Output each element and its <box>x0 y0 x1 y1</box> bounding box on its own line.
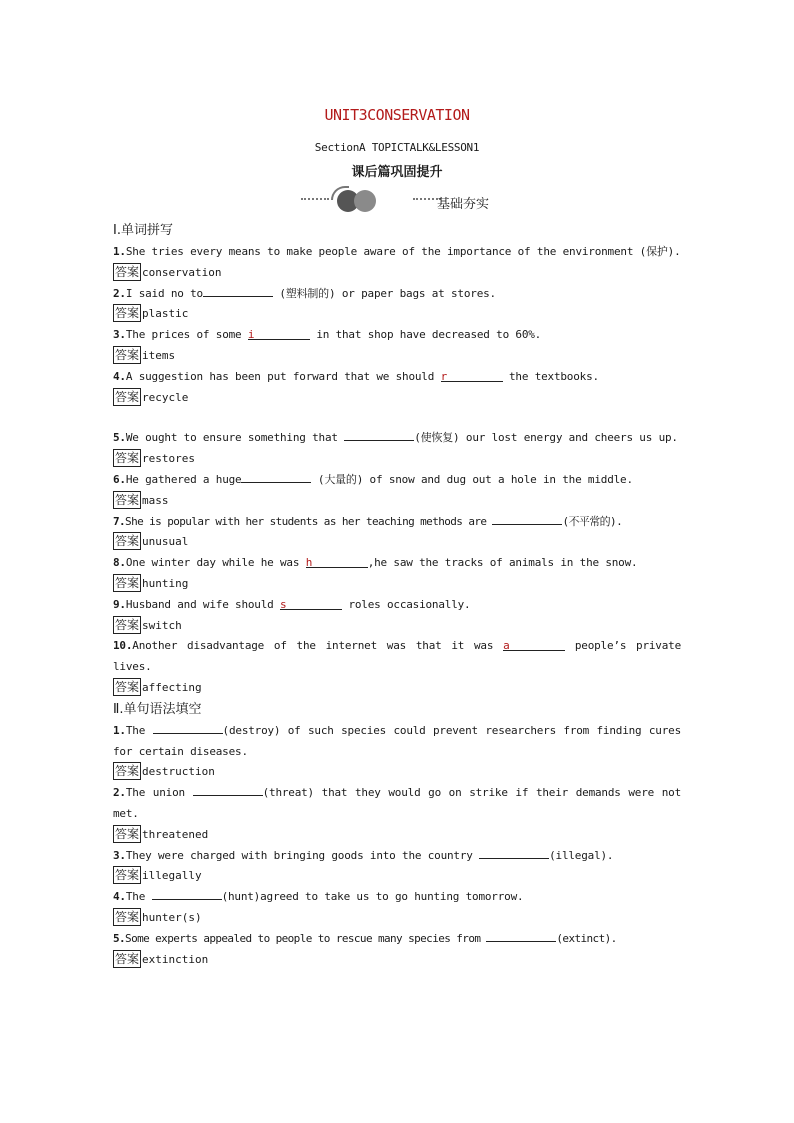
answer-row <box>113 449 681 470</box>
section-subtitle: SectionA TOPICTALK&LESSON1 <box>314 141 480 154</box>
question-item: 6.He gathered a huge (大量的) of snow and dug out a hole in the middle. <box>113 470 681 491</box>
question-item: 10.Another disadvantage of the internet was that it was a people’s private lives. <box>113 636 681 678</box>
answer-blank[interactable] <box>153 721 223 734</box>
answer-row <box>113 616 681 637</box>
question-item: 8.One winter day while he was h ,he saw the tracks of animals in the snow. <box>113 553 681 574</box>
answer-blank[interactable] <box>152 887 222 900</box>
section2-heading: Ⅱ.单句语法填空 <box>113 701 202 717</box>
answer-label: 答案 <box>115 909 140 924</box>
answer-row <box>113 908 681 929</box>
question-item: 3.The prices of some i in that shop have decreased to 60%. <box>113 325 681 346</box>
answer-text: destruction <box>142 765 215 779</box>
answer-label: 答案 <box>115 868 140 883</box>
answer-blank[interactable] <box>486 929 556 942</box>
answer-label: 答案 <box>115 389 140 404</box>
answer-blank[interactable]: h <box>306 553 368 568</box>
answer-row <box>113 304 681 325</box>
answer-text: recycle <box>142 390 189 404</box>
answer-row <box>113 491 681 512</box>
answer-label: 答案 <box>115 679 140 694</box>
answer-label: 答案 <box>115 575 140 590</box>
answer-label: 答案 <box>115 826 140 841</box>
answer-blank[interactable]: r <box>441 367 503 382</box>
answer-text: conservation <box>142 265 222 279</box>
answer-text: hunting <box>142 576 189 590</box>
question-item: 2.I said no to (塑料制的) or paper bags at stores. <box>113 284 681 305</box>
answer-blank[interactable]: s <box>280 595 342 610</box>
answer-text: illegally <box>142 869 202 883</box>
answer-label: 答案 <box>115 451 140 466</box>
answer-text: restores <box>142 452 195 466</box>
answer-label: 答案 <box>115 492 140 507</box>
answer-text: switch <box>142 618 182 632</box>
section1-heading: Ⅰ.单词拼写 <box>113 223 173 238</box>
unit-title: UNIT3CONSERVATION <box>324 106 470 124</box>
answer-row <box>113 762 681 783</box>
question-item: 5.We ought to ensure something that (使恢复) our lost energy and cheers us up. <box>113 428 681 449</box>
answer-label: 答案 <box>115 951 140 966</box>
answer-label: 答案 <box>115 764 140 779</box>
answer-blank[interactable] <box>241 470 311 483</box>
basic-banner <box>113 186 681 212</box>
answer-row <box>113 866 681 887</box>
question-item: 4.The (hunt)agreed to take us to go hunting tomorrow. <box>113 887 681 908</box>
answer-text: affecting <box>142 680 202 694</box>
practice-subtitle: 课后篇巩固提升 <box>351 165 443 180</box>
answer-text: hunter(s) <box>142 910 202 924</box>
dotted-line-icon <box>301 198 329 200</box>
question-item: 5.Some experts appealed to people to rescue many species from (extinct). <box>113 929 681 950</box>
answer-label: 答案 <box>115 306 140 321</box>
answer-row <box>113 678 681 699</box>
answer-label: 答案 <box>115 534 140 549</box>
answer-label: 答案 <box>115 617 140 632</box>
circle-icon <box>354 190 376 212</box>
answer-row <box>113 825 681 846</box>
question-item: 9.Husband and wife should s roles occasionally. <box>113 595 681 616</box>
answer-blank[interactable]: a <box>503 636 565 651</box>
answer-blank[interactable] <box>479 846 549 859</box>
answer-row <box>113 263 681 284</box>
answer-blank[interactable] <box>344 428 414 441</box>
question-item: 1.She tries every means to make people aware of the importance of the environment (保护). <box>113 245 681 258</box>
answer-blank[interactable] <box>203 284 273 297</box>
answer-blank[interactable] <box>492 512 562 525</box>
question-item: 2.The union (threat) that they would go on strike if their demands were not met. <box>113 783 681 825</box>
answer-text: items <box>142 348 176 362</box>
answer-text: mass <box>142 493 169 507</box>
answer-label: 答案 <box>115 347 140 362</box>
answer-text: unusual <box>142 535 189 549</box>
question-item: 1.The (destroy) of such species could prevent researchers from finding cures for certain diseases. <box>113 721 681 763</box>
answer-row <box>113 574 681 595</box>
answer-row <box>113 950 681 971</box>
answer-text: extinction <box>142 952 209 966</box>
question-item: 7.She is popular with her students as her teaching methods are (不平常的). <box>113 512 681 533</box>
answer-row <box>113 532 681 553</box>
exercise-content <box>113 220 681 970</box>
question-item: 4.A suggestion has been put forward that we should r the textbooks. <box>113 367 681 388</box>
banner-label: 基础夯实 <box>437 197 490 212</box>
answer-text: plastic <box>142 307 189 321</box>
answer-text: threatened <box>142 827 209 841</box>
answer-row <box>113 346 681 367</box>
answer-blank[interactable]: i <box>248 325 310 340</box>
answer-blank[interactable] <box>193 783 263 796</box>
answer-row <box>113 388 681 409</box>
answer-label: 答案 <box>115 264 140 279</box>
question-item: 3.They were charged with bringing goods into the country (illegal). <box>113 846 681 867</box>
